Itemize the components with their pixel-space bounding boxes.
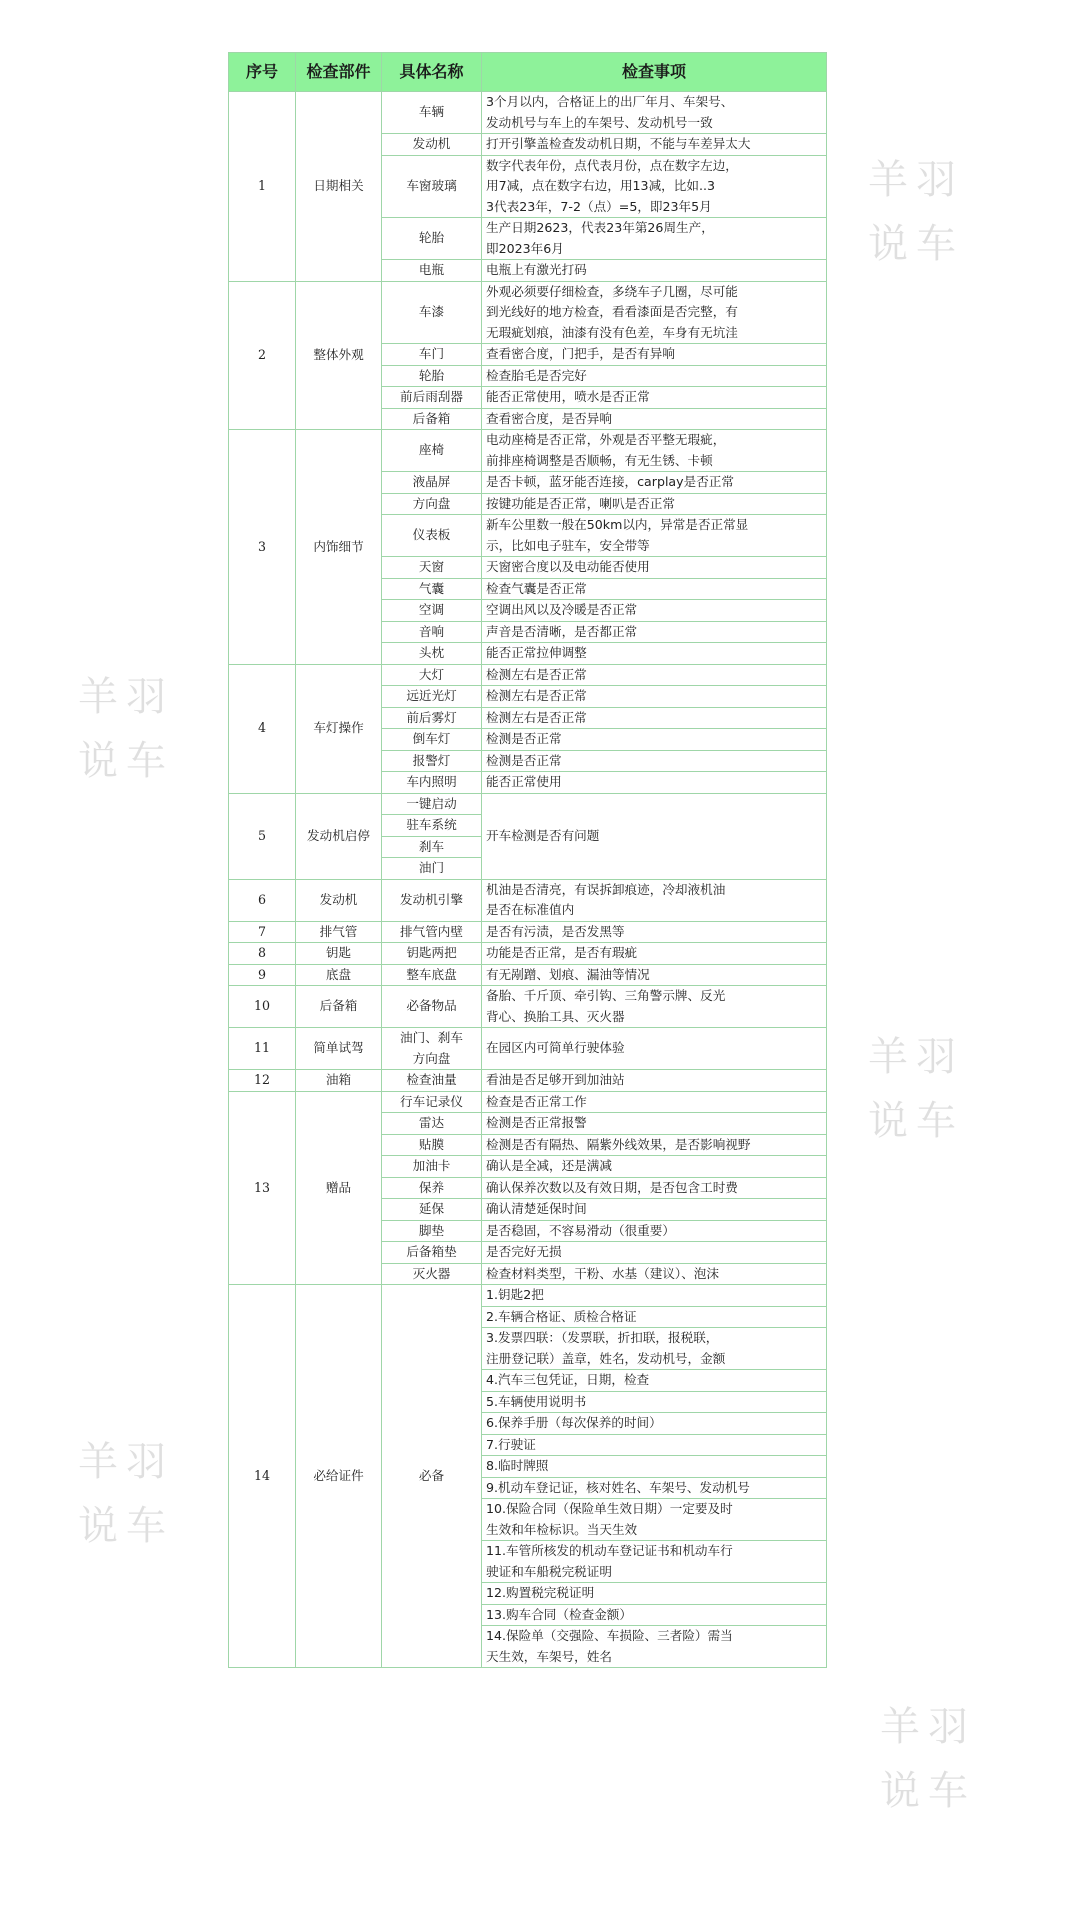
table-row	[229, 92, 827, 134]
part-cell: 排气管	[296, 921, 382, 943]
name-cell: 贴膜	[382, 1134, 482, 1156]
item-cell: 在园区内可简单行驶体验	[482, 1028, 827, 1070]
watermark	[78, 665, 188, 793]
item-cell: 1.钥匙2把	[482, 1285, 827, 1307]
name-cell: 车辆	[382, 92, 482, 134]
name-cell: 刹车	[382, 836, 482, 858]
name-cell: 灭火器	[382, 1263, 482, 1285]
part-cell: 必给证件	[296, 1285, 382, 1668]
item-cell: 声音是否清晰，是否都正常	[482, 621, 827, 643]
row-number: 7	[229, 921, 296, 943]
table-row	[229, 879, 827, 921]
name-cell: 检查油量	[382, 1070, 482, 1092]
table-row	[229, 281, 827, 344]
watermark-line: 羊羽	[78, 674, 174, 720]
header-row	[229, 53, 827, 92]
item-cell: 检查胎毛是否完好	[482, 365, 827, 387]
row-number: 3	[229, 430, 296, 665]
part-cell: 后备箱	[296, 986, 382, 1028]
item-cell: 是否卡顿，蓝牙能否连接，carplay是否正常	[482, 472, 827, 494]
name-cell: 发动机	[382, 134, 482, 156]
item-cell: 检查气囊是否正常	[482, 578, 827, 600]
name-cell: 倒车灯	[382, 729, 482, 751]
item-cell: 打开引擎盖检查发动机日期，不能与车差异太大	[482, 134, 827, 156]
name-cell: 油门	[382, 858, 482, 880]
name-cell: 必备物品	[382, 986, 482, 1028]
row-number: 8	[229, 943, 296, 965]
table-row	[229, 921, 827, 943]
name-cell: 整车底盘	[382, 964, 482, 986]
watermark-line: 说车	[868, 221, 964, 267]
name-cell: 液晶屏	[382, 472, 482, 494]
watermark-line: 羊羽	[78, 1439, 174, 1485]
name-cell: 一键启动	[382, 793, 482, 815]
row-number: 4	[229, 664, 296, 793]
name-cell: 车内照明	[382, 772, 482, 794]
name-cell: 脚垫	[382, 1220, 482, 1242]
item-cell: 电瓶上有激光打码	[482, 260, 827, 282]
table-body	[229, 92, 827, 1668]
item-cell: 查看密合度，是否异响	[482, 408, 827, 430]
watermark-line: 羊羽	[868, 1034, 964, 1080]
table-row	[229, 943, 827, 965]
name-cell: 延保	[382, 1199, 482, 1221]
name-cell: 轮胎	[382, 218, 482, 260]
part-cell: 车灯操作	[296, 664, 382, 793]
item-cell: 确认是全减，还是满减	[482, 1156, 827, 1178]
table-row	[229, 793, 827, 815]
name-cell: 气囊	[382, 578, 482, 600]
name-cell: 后备箱垫	[382, 1242, 482, 1264]
item-cell: 5.车辆使用说明书	[482, 1391, 827, 1413]
item-cell: 7.行驶证	[482, 1434, 827, 1456]
table-row	[229, 1070, 827, 1092]
part-cell: 整体外观	[296, 281, 382, 430]
row-number: 5	[229, 793, 296, 879]
name-cell: 大灯	[382, 664, 482, 686]
part-cell: 内饰细节	[296, 430, 382, 665]
item-cell: 确认清楚延保时间	[482, 1199, 827, 1221]
item-cell: 能否正常使用	[482, 772, 827, 794]
header-part: 检查部件	[296, 53, 382, 92]
item-cell: 检测是否正常报警	[482, 1113, 827, 1135]
item-cell: 检测左右是否正常	[482, 664, 827, 686]
item-cell: 外观必须要仔细检查，多绕车子几圈，尽可能 到光线好的地方检查，看看漆面是否完整，有 无瑕疵划痕，油漆有没有色差，车身有无坑洼	[482, 281, 827, 344]
part-cell: 赠品	[296, 1091, 382, 1285]
item-cell: 检测是否正常	[482, 750, 827, 772]
watermark-line: 说车	[868, 1098, 964, 1144]
name-cell: 头枕	[382, 643, 482, 665]
table-row	[229, 664, 827, 686]
watermark-line: 羊羽	[880, 1704, 976, 1750]
watermark-line: 羊羽	[868, 157, 964, 203]
item-cell: 能否正常拉伸调整	[482, 643, 827, 665]
item-cell: 3个月以内，合格证上的出厂年月、车架号、 发动机号与车上的车架号、发动机号一致	[482, 92, 827, 134]
table-row	[229, 964, 827, 986]
item-cell: 是否完好无损	[482, 1242, 827, 1264]
watermark	[880, 1695, 990, 1823]
item-cell: 3.发票四联：（发票联，折扣联，报税联， 注册登记联）盖章，姓名，发动机号，金额	[482, 1328, 827, 1370]
row-number: 11	[229, 1028, 296, 1070]
item-cell: 生产日期2623，代表23年第26周生产， 即2023年6月	[482, 218, 827, 260]
watermark	[78, 1430, 188, 1558]
item-cell: 备胎、千斤顶、牵引钩、三角警示牌、反光 背心、换胎工具、灭火器	[482, 986, 827, 1028]
item-cell: 按键功能是否正常，喇叭是否正常	[482, 493, 827, 515]
header-no: 序号	[229, 53, 296, 92]
name-cell: 前后雾灯	[382, 707, 482, 729]
item-cell: 检测是否有隔热、隔紫外线效果，是否影响视野	[482, 1134, 827, 1156]
item-cell: 检查材料类型，干粉、水基（建议）、泡沫	[482, 1263, 827, 1285]
name-cell: 油门、刹车 方向盘	[382, 1028, 482, 1070]
part-cell: 油箱	[296, 1070, 382, 1092]
item-cell: 确认保养次数以及有效日期，是否包含工时费	[482, 1177, 827, 1199]
item-cell: 电动座椅是否正常，外观是否平整无瑕疵， 前排座椅调整是否顺畅，有无生锈、卡顿	[482, 430, 827, 472]
item-cell: 14.保险单（交强险、车损险、三者险）需当 天生效，车架号，姓名	[482, 1626, 827, 1668]
watermark-line: 说车	[78, 1503, 174, 1549]
part-cell: 底盘	[296, 964, 382, 986]
inspection-table	[228, 52, 827, 1668]
name-cell: 保养	[382, 1177, 482, 1199]
item-cell: 空调出风以及冷暖是否正常	[482, 600, 827, 622]
item-cell: 是否有污渍，是否发黑等	[482, 921, 827, 943]
name-cell: 前后雨刮器	[382, 387, 482, 409]
name-cell: 车漆	[382, 281, 482, 344]
item-cell: 11.车管所核发的机动车登记证书和机动车行 驶证和车船税完税证明	[482, 1541, 827, 1583]
name-cell: 远近光灯	[382, 686, 482, 708]
item-cell: 13.购车合同（检查金额）	[482, 1604, 827, 1626]
item-cell: 功能是否正常，是否有瑕疵	[482, 943, 827, 965]
name-cell: 电瓶	[382, 260, 482, 282]
item-cell: 机油是否清亮，有误拆卸痕迹，冷却液机油 是否在标准值内	[482, 879, 827, 921]
item-cell: 检测左右是否正常	[482, 686, 827, 708]
name-cell: 发动机引擎	[382, 879, 482, 921]
row-number: 14	[229, 1285, 296, 1668]
row-number: 10	[229, 986, 296, 1028]
table-row	[229, 430, 827, 472]
item-cell: 数字代表年份，点代表月份，点在数字左边， 用7减，点在数字右边，用13减，比如..3 3代表23年，7-2（点）=5，即23年5月	[482, 155, 827, 218]
table-row	[229, 1091, 827, 1113]
part-cell: 简单试驾	[296, 1028, 382, 1070]
name-cell: 必备	[382, 1285, 482, 1668]
row-number: 13	[229, 1091, 296, 1285]
name-cell: 车窗玻璃	[382, 155, 482, 218]
part-cell: 发动机	[296, 879, 382, 921]
row-number: 6	[229, 879, 296, 921]
name-cell: 排气管内壁	[382, 921, 482, 943]
item-cell: 4.汽车三包凭证，日期，检查	[482, 1370, 827, 1392]
table-row	[229, 1028, 827, 1070]
part-cell: 钥匙	[296, 943, 382, 965]
item-cell: 查看密合度，门把手，是否有异响	[482, 344, 827, 366]
item-cell: 看油是否足够开到加油站	[482, 1070, 827, 1092]
name-cell: 轮胎	[382, 365, 482, 387]
header-item: 检查事项	[482, 53, 827, 92]
watermark	[868, 1025, 978, 1153]
item-cell: 新车公里数一般在50km以内，异常是否正常显 示，比如电子驻车，安全带等	[482, 515, 827, 557]
table-row	[229, 986, 827, 1028]
name-cell: 方向盘	[382, 493, 482, 515]
watermark-line: 说车	[880, 1768, 976, 1814]
name-cell: 加油卡	[382, 1156, 482, 1178]
part-cell: 日期相关	[296, 92, 382, 282]
item-cell: 6.保养手册（每次保养的时间）	[482, 1413, 827, 1435]
header-name: 具体名称	[382, 53, 482, 92]
name-cell: 报警灯	[382, 750, 482, 772]
name-cell: 仪表板	[382, 515, 482, 557]
item-cell: 2.车辆合格证、质检合格证	[482, 1306, 827, 1328]
name-cell: 驻车系统	[382, 815, 482, 837]
item-cell: 8.临时牌照	[482, 1456, 827, 1478]
row-number: 9	[229, 964, 296, 986]
name-cell: 座椅	[382, 430, 482, 472]
row-number: 1	[229, 92, 296, 282]
name-cell: 行车记录仪	[382, 1091, 482, 1113]
watermark-line: 说车	[78, 738, 174, 784]
item-cell: 天窗密合度以及电动能否使用	[482, 557, 827, 579]
item-cell: 9.机动车登记证，核对姓名、车架号、发动机号	[482, 1477, 827, 1499]
table-row	[229, 1285, 827, 1307]
name-cell: 车门	[382, 344, 482, 366]
name-cell: 雷达	[382, 1113, 482, 1135]
item-cell: 是否稳固，不容易滑动（很重要）	[482, 1220, 827, 1242]
item-cell: 开车检测是否有问题	[482, 793, 827, 879]
item-cell: 能否正常使用，喷水是否正常	[482, 387, 827, 409]
row-number: 12	[229, 1070, 296, 1092]
item-cell: 有无剐蹭、划痕、漏油等情况	[482, 964, 827, 986]
name-cell: 空调	[382, 600, 482, 622]
item-cell: 10.保险合同（保险单生效日期）一定要及时 生效和年检标识。当天生效	[482, 1499, 827, 1541]
item-cell: 12.购置税完税证明	[482, 1583, 827, 1605]
item-cell: 检查是否正常工作	[482, 1091, 827, 1113]
name-cell: 后备箱	[382, 408, 482, 430]
row-number: 2	[229, 281, 296, 430]
item-cell: 检测左右是否正常	[482, 707, 827, 729]
name-cell: 音响	[382, 621, 482, 643]
name-cell: 天窗	[382, 557, 482, 579]
part-cell: 发动机启停	[296, 793, 382, 879]
watermark	[868, 148, 978, 276]
name-cell: 钥匙两把	[382, 943, 482, 965]
item-cell: 检测是否正常	[482, 729, 827, 751]
